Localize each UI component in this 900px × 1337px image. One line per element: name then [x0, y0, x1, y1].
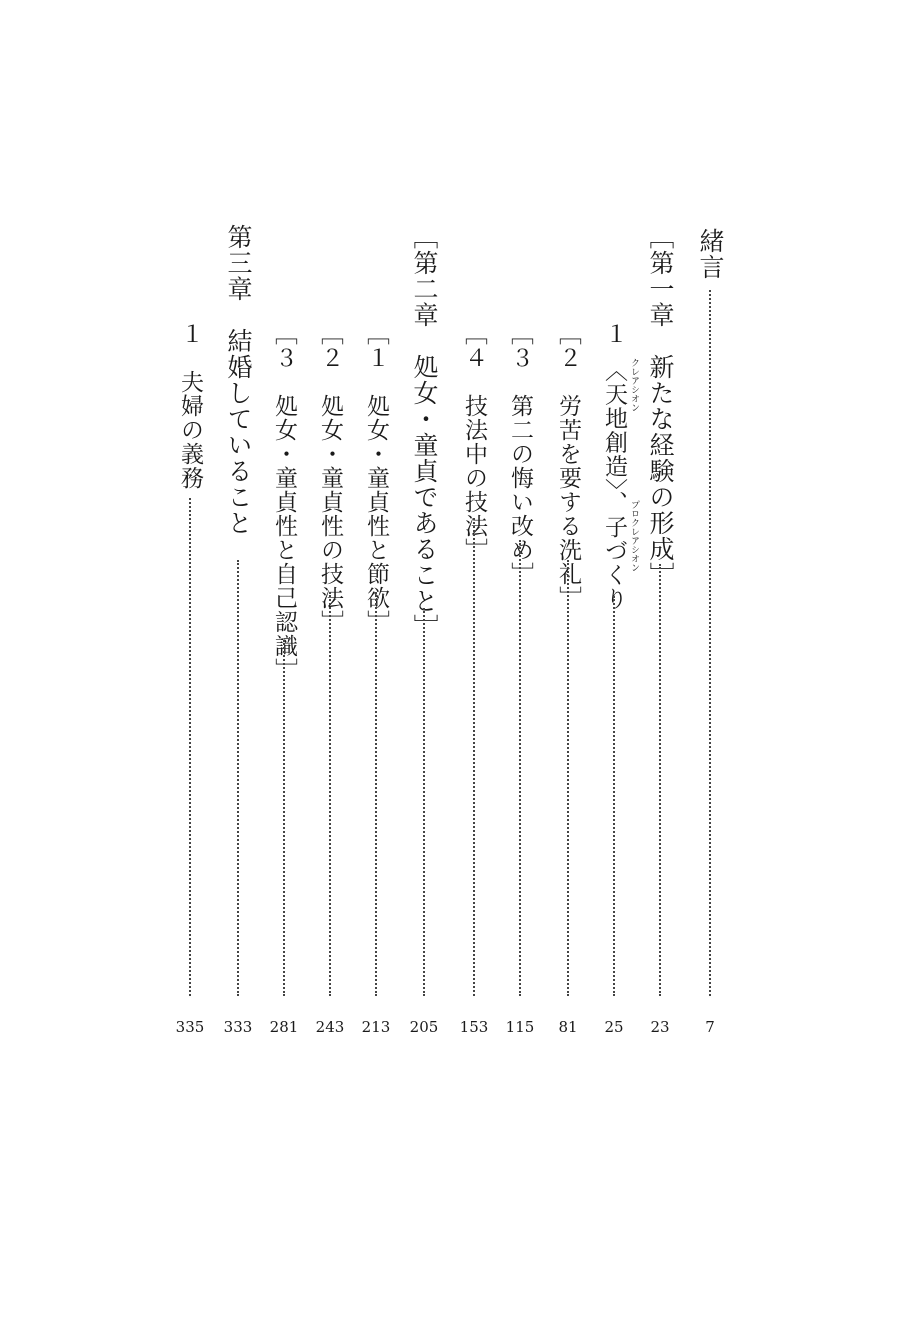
toc-page-number: 243 [315, 1018, 345, 1036]
toc-page-number: 335 [175, 1018, 205, 1036]
toc-entry-title: 緒言 [696, 228, 725, 280]
toc-entry-section-1-2[interactable] [548, 228, 588, 1036]
toc-page-number: 205 [409, 1018, 439, 1036]
toc-entry-title: ［第二章 処女・童貞であること］ [410, 224, 439, 640]
toc-page-number: 213 [361, 1018, 391, 1036]
toc-entry-section-2-2[interactable] [310, 228, 350, 1036]
toc-page-number: 7 [705, 1018, 715, 1036]
toc-entry-title: ［第一章 新たな経験の形成］ [646, 224, 675, 588]
toc-entry-section-1-4[interactable] [454, 228, 494, 1036]
toc-page-number: 281 [269, 1018, 299, 1036]
toc-entry-title: ［３ 処女・童貞性と自己認識］ [271, 322, 297, 682]
toc-entry-title: 第三章 結婚していること [224, 224, 253, 536]
toc-leader-dots [423, 608, 425, 996]
toc-leader-dots [567, 560, 569, 996]
toc-leader-dots [283, 640, 285, 996]
toc-page-number: 115 [505, 1018, 535, 1036]
toc-entry-chapter-3[interactable] [218, 224, 258, 1036]
toc-entry-intro[interactable] [690, 228, 730, 1036]
toc-leader-dots [375, 592, 377, 996]
toc-page-number: 25 [604, 1018, 624, 1036]
toc-page-number: 153 [459, 1018, 489, 1036]
toc-page-number: 81 [558, 1018, 578, 1036]
toc-leader-dots [613, 596, 615, 996]
toc-page-number: 23 [650, 1018, 670, 1036]
toc-leader-dots [329, 592, 331, 996]
toc-entry-section-1-1[interactable] [594, 228, 639, 1036]
ruby-reading: クレアシオン [629, 358, 639, 412]
toc-entry-chapter-2[interactable] [404, 224, 444, 1036]
toc-entry-title: ［４ 技法中の技法］ [461, 322, 487, 562]
toc-page-number: 333 [223, 1018, 253, 1036]
toc-leader-dots [659, 564, 661, 996]
toc-entry-title: １ 夫婦の義務 [177, 322, 203, 490]
toc-entry-title: ［１ 処女・童貞性と節欲］ [363, 322, 389, 634]
toc-entry-section-1-3[interactable] [500, 228, 540, 1036]
toc-entry-title: ［３ 第二の悔い改め］ [507, 322, 533, 586]
toc-entry-title: ［２ 処女・童貞性の技法］ [317, 322, 343, 634]
toc-leader-dots [189, 498, 191, 996]
ruby-reading: プロクレアシオン [629, 500, 639, 572]
toc-leader-dots [709, 290, 711, 996]
toc-entry-section-3-1[interactable] [170, 228, 210, 1036]
toc-entry-title: １ 〈天地創造〉、子づくり [601, 322, 627, 611]
toc-leader-dots [473, 518, 475, 996]
toc-entry-chapter-1[interactable] [640, 224, 680, 1036]
toc-entry-section-2-3[interactable] [264, 228, 304, 1036]
toc-entry-section-2-1[interactable] [356, 228, 396, 1036]
toc-leader-dots [519, 540, 521, 996]
toc-entry-title: ［２ 労苦を要する洗礼］ [555, 322, 581, 610]
toc-leader-dots [237, 560, 239, 996]
